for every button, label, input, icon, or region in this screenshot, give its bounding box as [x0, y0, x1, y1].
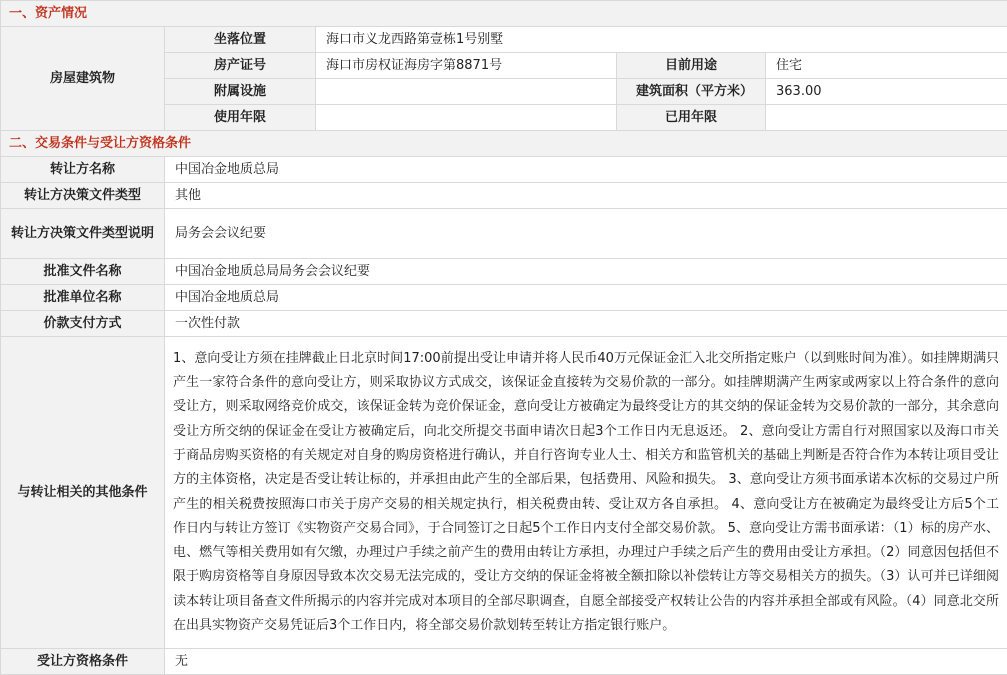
area-label: 建筑面积（平方米） — [617, 79, 766, 105]
table-row-other-conditions — [1, 337, 1007, 649]
group-label-building: 房屋建筑物 — [1, 27, 165, 131]
area-value: 363.00 — [766, 79, 1007, 105]
section-trade-header — [1, 131, 1007, 157]
row-value: 局务会会议纪要 — [165, 209, 1007, 259]
other-conditions-value: 1、意向受让方须在挂牌截止日北京时间17:00前提出受让申请并将人民币40万元保证金汇入北交所指定账户（以到账时间为准）。如挂牌期满只产生一家符合条件的意向受让方，则采取协议方式成交，该保证金直接转为交易价款的一部分。如挂牌期满产生两家或两家以上符合条件的意向受让方，则采取网络竞价成交，该保证金转为竞价保证金，意向受让方被确定为最终受让方的其交纳的保证金转为交易价款的一部分，其余意向受让方所交纳的保证金在受让方被确定后，向北交所提交书面申请次日起3个工作日内无息返还。 2、意向受让方需自行对照国家以及海口市关于商品房购买资格的有关规定对自身的购房资格进行确认，并自行咨询专业人士、相关方和监管机关的基础上判断是否符合作为本转让项目受让方的主体资格，决定是否受让转让标的，并承担由此产生的全部后果，包括费用、风险和损失。 3、意向受让方须书面承诺本次标的交易过户所产生的相关税费按照海口市关于房产交易的相关规定执行，相关税费由转、受让双方各自承担。 4、意向受让方在被确定为最终受让方后5个工作日内与转让方签订《实物资产交易合同》，于合同签订之日起5个工作日内支付全部交易价款。 5、意向受让方需书面承诺：（1）标的房产水、电、燃气等相关费用如有欠缴，办理过户手续之前产生的费用由转让方承担，办理过户手续之后产生的费用由受让方承担。（2）同意因包括但不限于购房资格等自身原因导致本次交易无法完成的，受让方交纳的保证金将被全额扣除以补偿转让方等交易相关方的损失。（3）认可并已详细阅读本转让项目备查文件所揭示的内容并完成对本项目的全部尽职调查，自愿全部接受产权转让公告的内容并承担全部或有风险。（4）同意北交所在出具实物资产交易凭证后3个工作日内，将全部交易价款划转至转让方指定银行账户。 — [165, 337, 1007, 649]
used-years-label: 已用年限 — [617, 105, 766, 131]
use-value: 住宅 — [766, 53, 1007, 79]
location-value: 海口市义龙西路第壹栋1号别墅 — [316, 27, 1007, 53]
table-row — [1, 157, 1007, 183]
row-value: 一次性付款 — [165, 311, 1007, 337]
row-label: 批准文件名称 — [1, 259, 165, 285]
table-row — [1, 259, 1007, 285]
row-value: 中国冶金地质总局 — [165, 285, 1007, 311]
section-title-asset: 一、资产情况 — [1, 1, 1007, 27]
table-row — [1, 311, 1007, 337]
qualification-value: 无 — [165, 649, 1007, 675]
row-label: 价款支付方式 — [1, 311, 165, 337]
years-value — [316, 105, 617, 131]
facility-value — [316, 79, 617, 105]
cert-label: 房产证号 — [165, 53, 316, 79]
section-asset-header — [1, 1, 1007, 27]
row-location — [1, 27, 1007, 53]
used-years-value — [766, 105, 1007, 131]
row-label: 转让方决策文件类型说明 — [1, 209, 165, 259]
qualification-label: 受让方资格条件 — [1, 649, 165, 675]
table-row — [1, 285, 1007, 311]
use-label: 目前用途 — [617, 53, 766, 79]
location-label: 坐落位置 — [165, 27, 316, 53]
section-title-trade: 二、交易条件与受让方资格条件 — [1, 131, 1007, 157]
cert-value: 海口市房权证海房字第8871号 — [316, 53, 617, 79]
facility-label: 附属设施 — [165, 79, 316, 105]
row-value: 中国冶金地质总局 — [165, 157, 1007, 183]
table-row — [1, 209, 1007, 259]
row-value: 中国冶金地质总局局务会会议纪要 — [165, 259, 1007, 285]
table-row — [1, 183, 1007, 209]
other-conditions-label: 与转让相关的其他条件 — [1, 337, 165, 649]
row-label: 转让方名称 — [1, 157, 165, 183]
row-label: 批准单位名称 — [1, 285, 165, 311]
years-label: 使用年限 — [165, 105, 316, 131]
row-label: 转让方决策文件类型 — [1, 183, 165, 209]
table-row-qualification — [1, 649, 1007, 675]
row-value: 其他 — [165, 183, 1007, 209]
